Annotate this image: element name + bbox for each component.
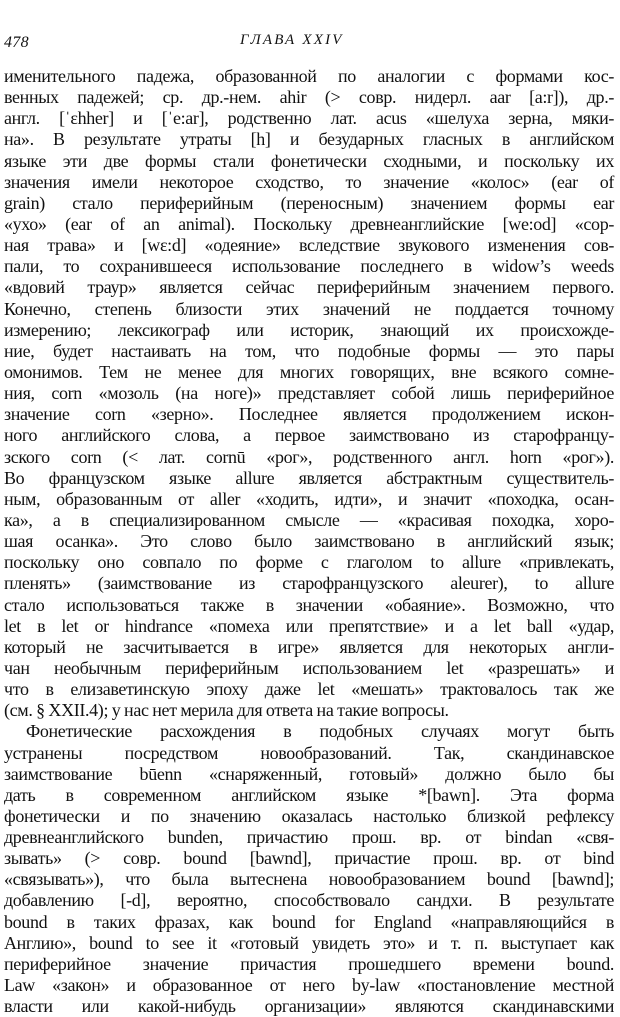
text-line: ным, образованным от aller «ходить, идти», и значит «походка, осан- xyxy=(4,488,614,509)
text-line: который не засчитывается в игре» является для некоторых англи- xyxy=(4,636,614,657)
text-line: фонетически и по значению оказалась настолько близкой рефлексу xyxy=(4,805,614,826)
text-line: зского corn (< лат. cornū «рог», родственного англ. horn «рог»). xyxy=(4,446,614,467)
text-line: древнеанглийского bunden, причастию прош. вр. от bindan «свя- xyxy=(4,827,614,848)
text-line: измерению; лексикограф или историк, знающий их происхожде- xyxy=(4,319,614,340)
text-line: Law «закон» и образованное от него by-law «постановление местной xyxy=(4,975,614,996)
text-line: добавлению [-d], вероятно, способствовало сандхи. В результате xyxy=(4,890,614,911)
text-line: языке эти две формы стали фонетически сходными, и поскольку их xyxy=(4,150,614,171)
text-line: стало использоваться также в значении «обаяние». Возможно, что xyxy=(4,594,614,615)
text-line: шая осанка». Это слово было заимствовано в английский язык; xyxy=(4,531,614,552)
text-line: значения имели некоторое сходство, то значение «колос» (ear of xyxy=(4,171,614,192)
text-line: ние, будет настаивать на том, что подобные формы — это пары xyxy=(4,340,614,361)
text-line: поскольку оно совпало по форме с глаголом to allure «привлекать, xyxy=(4,552,614,573)
text-line: Конечно, степень близости этих значений не поддается точному xyxy=(4,298,614,319)
text-line: Во французском языке allure является абстрактным существитель- xyxy=(4,467,614,488)
text-line: ка», а в специализированном смысле — «красивая походка, хоро- xyxy=(4,509,614,530)
text-line: Англию», bound to see it «готовый увидеть это» и т. п. выступает как xyxy=(4,932,614,953)
text-line: омонимов. Тем не менее для многих говорящих, вне всякого сомне- xyxy=(4,361,614,382)
text-line: что в елизаветинскую эпоху даже let «мешать» трактовалось так же xyxy=(4,679,614,700)
text-line: устранены посредством новообразований. Так, скандинавское xyxy=(4,742,614,763)
text-line: периферийное значение причастия прошедшего времени bound. xyxy=(4,953,614,974)
page-number: 478 xyxy=(4,34,29,51)
text-line: let в let or hindrance «помеха или препятствие» и a let ball «удар, xyxy=(4,615,614,636)
text-line: «ухо» (ear of an animal). Поскольку древнеанглийские [we:od] «сор- xyxy=(4,213,614,234)
text-line: англ. [ˈɛhher] и [ˈe:ar], родственно лат. acus «шелуха зерна, мяки- xyxy=(4,108,614,129)
text-line: на». В результате утраты [h] и безударных гласных в английском xyxy=(4,129,614,150)
text-line: заимствование būenn «снаряженный, готовый» должно было бы xyxy=(4,763,614,784)
text-line: «связывать»), что была вытеснена новообразованием bound [bawnd]; xyxy=(4,869,614,890)
text-line: чан необычным периферийным использованием let «разрешать» и xyxy=(4,657,614,678)
text-line: «вдовий траур» является сейчас периферийным значением первого. xyxy=(4,277,614,298)
text-line: ния, corn «мозоль (на ноге)» представляет собой лишь периферийное xyxy=(4,383,614,404)
text-line: ного английского слова, а первое заимствовано из старофранцу- xyxy=(4,425,614,446)
chapter-title: ГЛАВА XXIV xyxy=(240,32,344,48)
text-line: (см. § XXII.4); у нас нет мерила для ответа на такие вопросы. xyxy=(4,700,449,721)
text-line: власти или какой-нибудь организации» являются скандинавскими xyxy=(4,996,614,1017)
body-text xyxy=(4,66,614,1017)
text-line: зывать» (> совр. bound [bawnd], причастие прош. вр. от bind xyxy=(4,848,614,869)
text-line: пали, то сохранившееся использование последнего в widow’s weeds xyxy=(4,256,614,277)
text-line: именительного падежа, образованной по аналогии с формами кос- xyxy=(4,66,614,86)
text-line: Фонетические расхождения в подобных случаях могут быть xyxy=(26,721,614,742)
text-line: пленять» (заимствование из старофранцузского aleurer), to allure xyxy=(4,573,614,594)
text-line: венных падежей; ср. др.-нем. ahir (> совр. нидерл. aar [a:r]), др.- xyxy=(4,87,614,108)
text-line: ная трава» и [wɛ:d] «одеяние» вследствие звукового изменения сов- xyxy=(4,235,614,256)
text-line: дать в современном английском языке *[bawn]. Эта форма xyxy=(4,784,614,805)
text-line: значение corn «зерно». Последнее является продолжением искон- xyxy=(4,404,614,425)
page-header xyxy=(0,30,620,54)
text-line: bound в таких фразах, как bound for England «направляющийся в xyxy=(4,911,614,932)
text-line: grain) стало периферийным (переносным) значением формы ear xyxy=(4,192,614,213)
